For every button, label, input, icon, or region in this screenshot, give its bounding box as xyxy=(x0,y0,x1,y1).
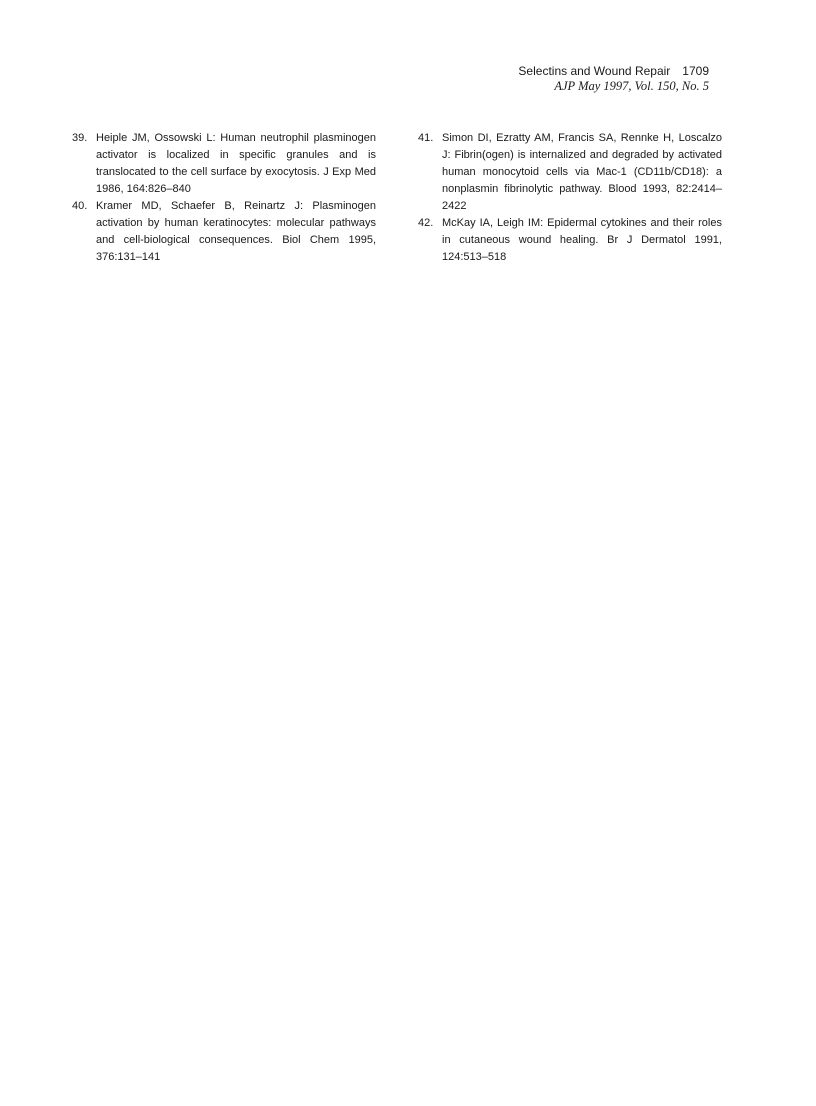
reference-number: 39. xyxy=(72,132,88,144)
running-title: Selectins and Wound Repair xyxy=(518,64,671,78)
reference-text: Heiple JM, Ossowski L: Human neutrophil plasminogen activator is localized in specific granules and is translocated to the cell surface by exocytosis. J Exp Med 1986, 164:826–840 xyxy=(96,132,376,195)
reference-item xyxy=(72,198,376,266)
reference-number: 40. xyxy=(72,200,88,212)
reference-text: McKay IA, Leigh IM: Epidermal cytokines and their roles in cutaneous wound healing. Br J Dermatol 1991, 124:513–518 xyxy=(442,217,722,263)
running-header xyxy=(518,63,709,94)
journal-citation: AJP May 1997, Vol. 150, No. 5 xyxy=(554,79,709,93)
reference-number: 42. xyxy=(418,217,434,229)
reference-item xyxy=(72,130,376,198)
references-column-right xyxy=(418,130,722,266)
running-title-line xyxy=(518,63,709,79)
reference-item xyxy=(418,130,722,215)
reference-number: 41. xyxy=(418,132,434,144)
reference-text: Simon DI, Ezratty AM, Francis SA, Rennke H, Loscalzo J: Fibrin(ogen) is internalized and degraded by activated human monocytoid cells via Mac-1 (CD11b/CD18): a nonplasmin fibrinolytic pathway. Blood 1993, 82:2414–2422 xyxy=(442,132,722,212)
references-column-left xyxy=(72,130,376,266)
reference-item xyxy=(418,215,722,266)
page-number: 1709 xyxy=(682,64,709,78)
reference-text: Kramer MD, Schaefer B, Reinartz J: Plasminogen activation by human keratinocytes: molecular pathways and cell-biological consequences. Biol Chem 1995, 376:131–141 xyxy=(96,200,376,263)
